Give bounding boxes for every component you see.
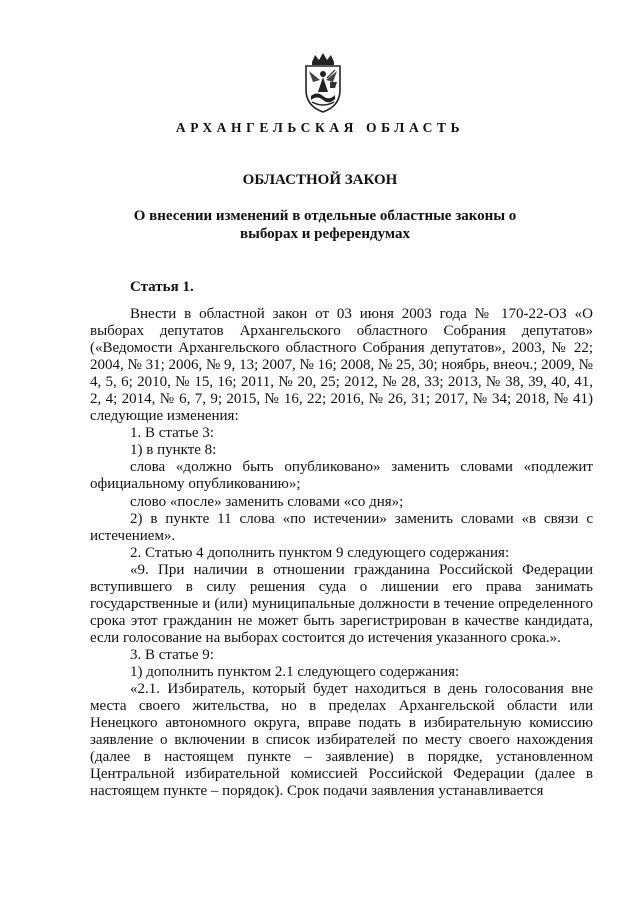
- paragraph: 1) в пункте 8:: [130, 442, 217, 459]
- paragraph: «9. При наличии в отношении гражданина Российской Федерации вступившего в силу решения суда о лишении его права занимать государственные и (или) муниципальные должности в течение определенного срока этот гражданин не может быть зарегистрирован в качестве кандидата, если голосование на выборах состоится до истечения указанного срока.».: [90, 561, 593, 646]
- paragraph: 2. Статью 4 дополнить пунктом 9 следующего содержания:: [130, 544, 510, 561]
- law-type: ОБЛАСТНОЙ ЗАКОН: [242, 172, 398, 188]
- paragraph: 2) в пункте 11 слова «по истечении» заменить словами «в связи с истечением».: [90, 510, 593, 544]
- article-heading: Статья 1.: [130, 279, 194, 295]
- paragraph: «2.1. Избиратель, который будет находиться в день голосования вне места своего жительства, но в пределах Архангельской области или Ненецкого автономного округа, вправе подать в избирательную комиссию заявление о включении в список избирателей по месту своего нахождения (далее в настоящем пункте – заявление) в порядке, установленном Центральной избирательной комиссией Российской Федерации (далее в настоящем пункте – порядок). Срок подачи заявления устанавливается: [90, 681, 593, 800]
- paragraph: 1) дополнить пунктом 2.1 следующего содержания:: [130, 663, 460, 680]
- paragraph: 1. В статье 3:: [130, 425, 214, 442]
- paragraph: слова «должно быть опубликовано» заменить словами «подлежит официальному опубликованию»;: [90, 459, 593, 493]
- paragraph: слово «после» заменить словами «со дня»;: [130, 493, 404, 510]
- law-title: О внесении изменений в отдельные областные законы о выборах и референдумах: [133, 208, 517, 242]
- paragraph: Внести в областной закон от 03 июня 2003 года № 170-22-ОЗ «О выборах депутатов Архангельского областного Собрания депутатов» («Ведомости Архангельского областного Собрания депутатов», 2003, № 22; 2004, № 31; 2006, № 9, 13; 2007, № 16; 2008, № 25, 30; ноябрь, внеоч.; 2009, № 4, 5, 6; 2010, № 15, 16; 2011, № 20, 25; 2012, № 28, 33; 2013, № 38, 39, 40, 41, 2, 4; 2014, № 6, 7, 9; 2015, № 16, 22; 2016, № 26, 31; 2017, № 34; 2018, № 41) следующие изменения:: [90, 306, 593, 425]
- coat-of-arms-icon: [300, 52, 346, 114]
- paragraph: 3. В статье 9:: [130, 646, 214, 663]
- region-name: АРХАНГЕЛЬСКАЯ ОБЛАСТЬ: [175, 120, 465, 135]
- article-body: [90, 306, 593, 800]
